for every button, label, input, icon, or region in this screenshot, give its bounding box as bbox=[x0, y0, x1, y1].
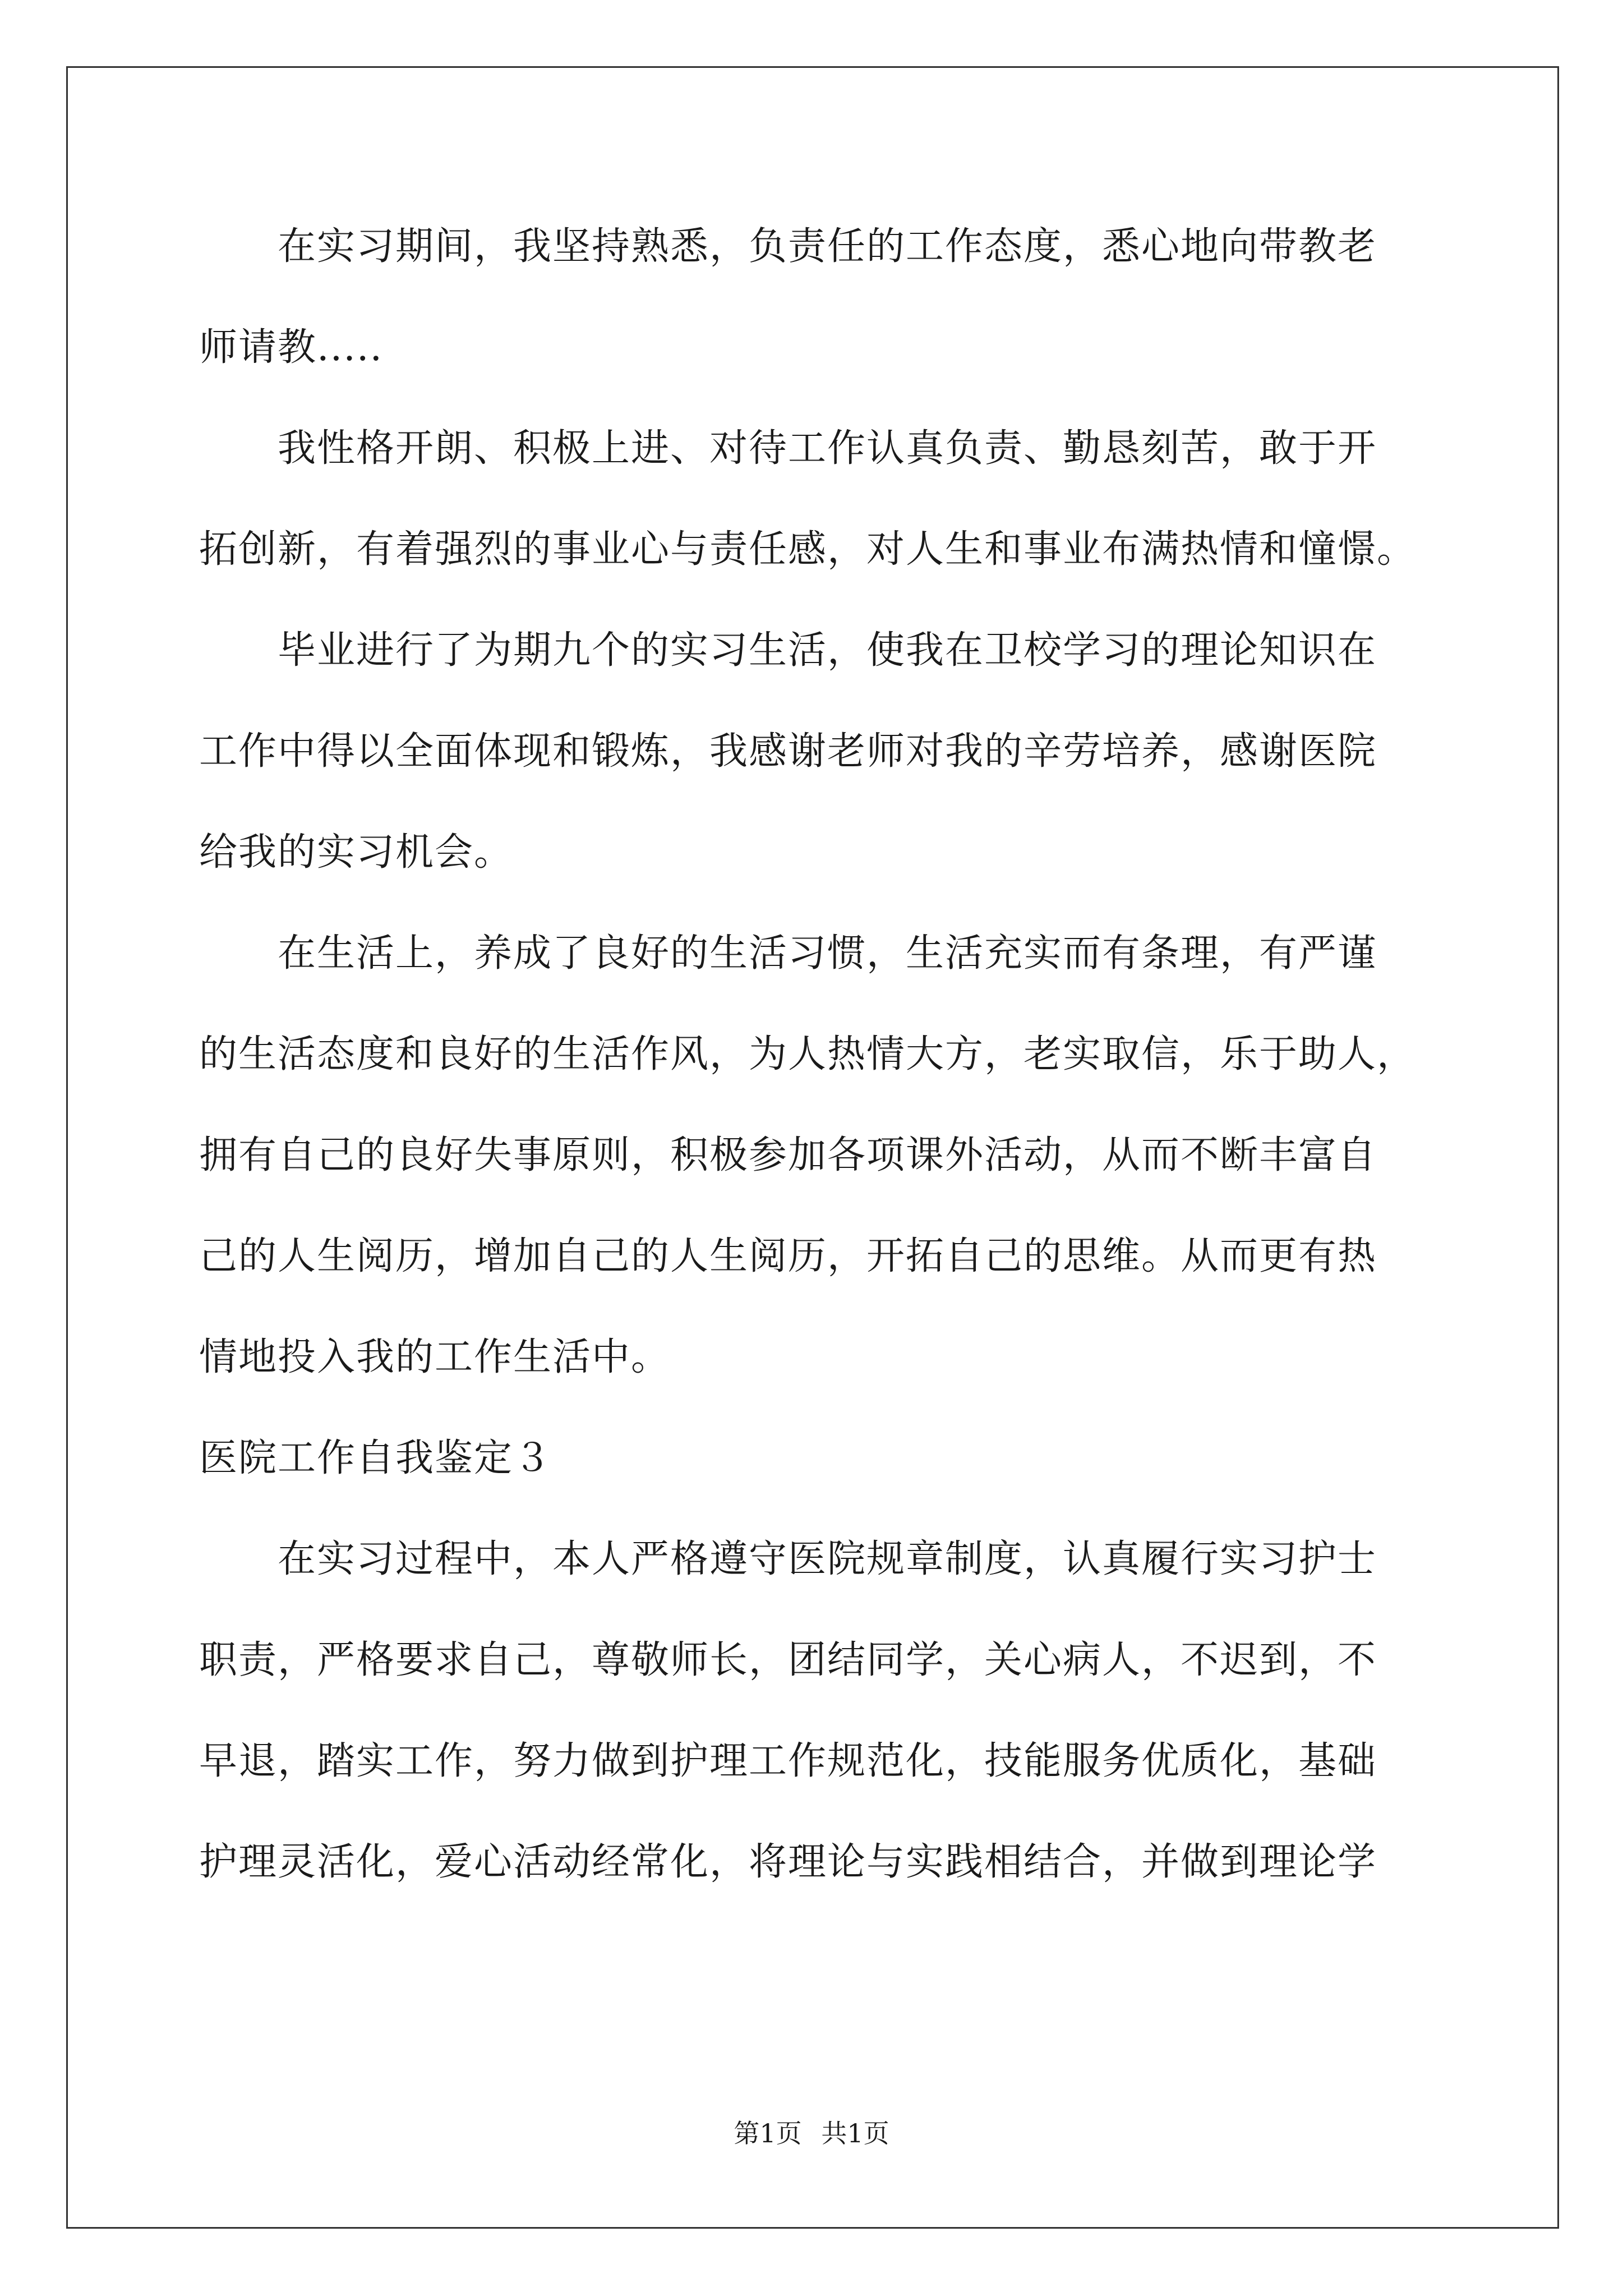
page-total: 共1页 bbox=[821, 2118, 889, 2148]
paragraph-line: 护理灵活化，爱心活动经常化，将理论与实践相结合，并做到理论学 bbox=[199, 1840, 1377, 1884]
page-number: 第1页 bbox=[734, 2118, 802, 2148]
paragraph-line: 的生活态度和良好的生活作风，为人热情大方，老实取信，乐于助人， bbox=[199, 1032, 1417, 1076]
page-footer bbox=[0, 2113, 1623, 2150]
paragraph-line: 毕业进行了为期九个的实习生活，使我在卫校学习的理论知识在 bbox=[278, 628, 1377, 673]
paragraph-line: 己的人生阅历，增加自己的人生阅历，开拓自己的思维。从而更有热 bbox=[199, 1234, 1377, 1278]
paragraph-line: 情地投入我的工作生活中。 bbox=[199, 1335, 671, 1379]
paragraph-line: 拥有自己的良好失事原则，积极参加各项课外活动，从而不断丰富自 bbox=[199, 1133, 1377, 1177]
paragraph-line: 工作中得以全面体现和锻炼，我感谢老师对我的辛劳培养，感谢医院 bbox=[199, 729, 1377, 774]
section-heading: 医院工作自我鉴定３ bbox=[199, 1436, 553, 1480]
paragraph-line: 给我的实习机会。 bbox=[199, 830, 514, 875]
paragraph-line: 我性格开朗、积极上进、对待工作认真负责、勤恳刻苦，敢于开 bbox=[278, 426, 1377, 471]
document-body bbox=[199, 196, 1433, 1913]
paragraph-line: 拓创新，有着强烈的事业心与责任感，对人生和事业布满热情和憧憬。 bbox=[199, 527, 1417, 572]
paragraph-line: 早退，踏实工作，努力做到护理工作规范化，技能服务优质化，基础 bbox=[199, 1739, 1377, 1783]
paragraph-line: 师请教..... bbox=[199, 325, 384, 370]
paragraph-line: 在实习期间，我坚持熟悉，负责任的工作态度，悉心地向带教老 bbox=[278, 224, 1377, 269]
paragraph-line: 职责，严格要求自己，尊敬师长，团结同学，关心病人，不迟到，不 bbox=[199, 1638, 1377, 1682]
paragraph-line: 在实习过程中，本人严格遵守医院规章制度，认真履行实习护士 bbox=[278, 1537, 1377, 1581]
paragraph-line: 在生活上，养成了良好的生活习惯，生活充实而有条理，有严谨 bbox=[278, 931, 1377, 976]
